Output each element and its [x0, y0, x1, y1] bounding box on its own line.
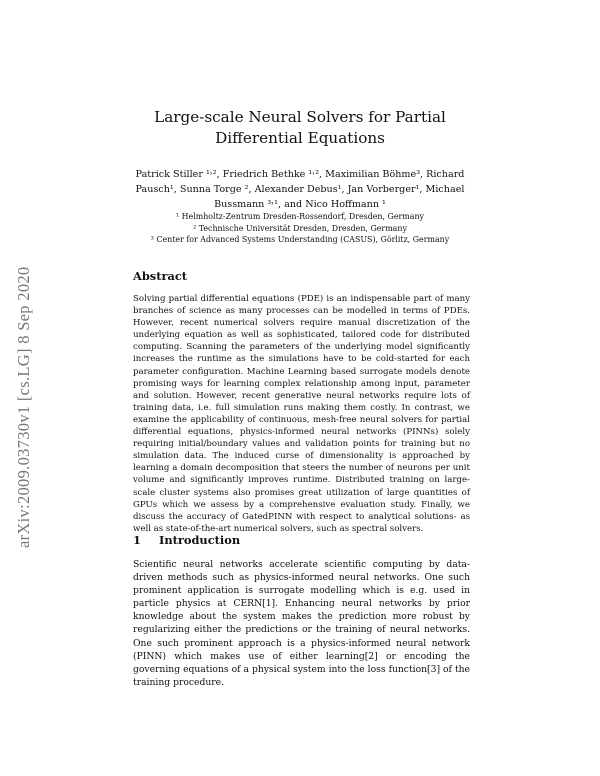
affiliation-1: ¹ Helmholtz-Zentrum Dresden-Rossendorf, Dresden, Germany: [176, 212, 424, 221]
affiliation-2: ² Technische Universität Dresden, Dresden, Germany: [193, 223, 407, 233]
affiliation-list: [130, 211, 470, 246]
abstract-heading: Abstract: [133, 269, 188, 283]
section-number: 1: [133, 533, 141, 547]
author-list: Patrick Stiller ¹˒², Friedrich Bethke ¹˒², Maximilian Böhme³, Richard Pausch¹, Sunna Torge ², Alexander Debus¹, Jan Vorberger¹, Michael Bussmann ³˒¹, and Nico Hoffmann ¹: [135, 169, 465, 210]
arxiv-stamp: arXiv:2009.03730v1 [cs.LG] 8 Sep 2020: [14, 266, 33, 548]
introduction-body: Scientific neural networks accelerate scientific computing by data-driven methods such as physics-informed neural networks. One such prominent application is surrogate modelling which is e.g. used in particle physics at CERN[1]. Enhancing neural networks by prior knowledge about the system makes the prediction more robust by regularizing either the predictions or the training of neural networks. One such prominent approach is a physics-informed neural network (PINN) which makes use of either learning[2] or encoding the governing equations of a physical system into the loss function[3] of the training procedure.: [133, 559, 470, 688]
paper-title: Large-scale Neural Solvers for Partial Differential Equations: [154, 108, 446, 147]
section-heading-introduction: [133, 533, 240, 547]
section-title: Introduction: [159, 533, 241, 547]
affiliation-3: ³ Center for Advanced Systems Understanding (CASUS), Görlitz, Germany: [150, 235, 450, 245]
abstract-body: Solving partial differential equations (PDE) is an indispensable part of many branches of science as many processes can be modelled in terms of PDEs. However, recent numerical solvers require manual discretization of the underlying equation as well as sophisticated, tailored code for distributed computing. Scanning the parameters of the underlying model significantly increases the runtime as the simulations have to be cold-started for each parameter configuration. Machine Learning based surrogate models denote promising ways for learning complex relationship among input, parameter and solution. However, recent generative neural networks require lots of training data, i.e. full simulation runs making them costly. In contrast, we examine the applicability of continuous, mesh-free neural solvers for partial differential equations, physics-informed neural networks (PINNs) solely requiring initial/boundary values and validation points for training but no simulation data. The induced curse of dimensionality is approached by learning a domain decomposition that steers the number of neurons per unit volume and significantly improves runtime. Distributed training on large-scale cluster systems also promises great utilization of large quantities of GPUs which we assess by a comprehensive evaluation study. Finally, we discuss the accuracy of GatedPINN with respect to analytical solutions- as well as state-of-the-art numerical solvers, such as spectral solvers.: [133, 294, 470, 534]
